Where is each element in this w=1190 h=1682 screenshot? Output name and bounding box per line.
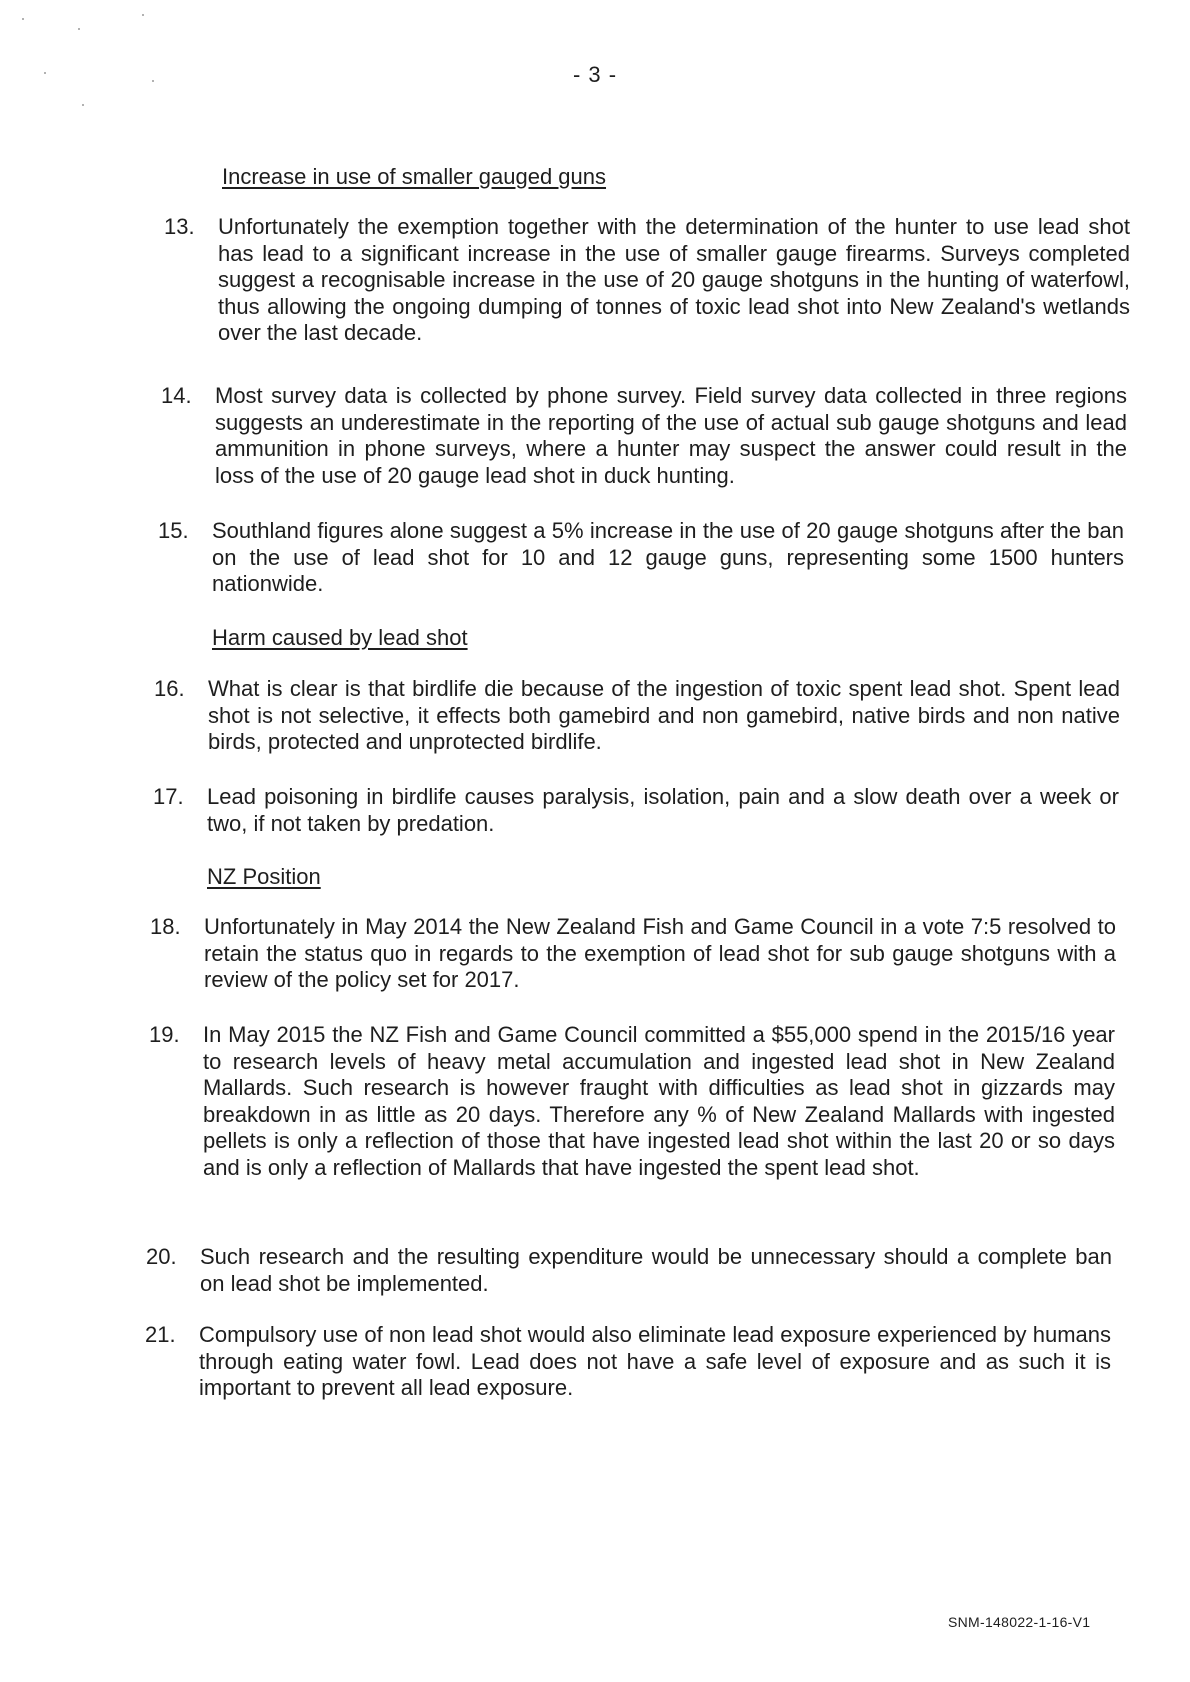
paragraph-number: 16. (154, 676, 185, 701)
paragraph-20 (146, 1244, 1112, 1302)
paragraph-number: 20. (146, 1244, 177, 1269)
paragraph-text: Most survey data is collected by phone survey. Field survey data collected in three regions suggests an underestimate in the reporting of the use of actual sub gauge shotguns and lead ammunition in phone surveys, where a hunter may suspect the answer could result in the loss of the use of 20 gauge lead shot in duck hunting. (215, 383, 1127, 488)
paragraph-19 (149, 1022, 1115, 1218)
paragraph-number: 19. (149, 1022, 180, 1047)
paragraph-text: Unfortunately in May 2014 the New Zealand Fish and Game Council in a vote 7:5 resolved to retain the status quo in regards to the exemption of lead shot for sub gauge shotguns with a review of the policy set for 2017. (204, 914, 1116, 992)
paragraph-number: 21. (145, 1322, 176, 1347)
paragraph-17 (153, 784, 1119, 842)
paragraph-number: 13. (164, 214, 195, 239)
paragraph-15 (158, 518, 1124, 602)
paragraph-text: Compulsory use of non lead shot would also eliminate lead exposure experienced by humans through eating water fowl. Lead does not have a safe level of exposure and as such it is important to prevent all lead exposure. (199, 1322, 1111, 1400)
paragraph-13 (164, 214, 1130, 354)
section-heading: Harm caused by lead shot (212, 625, 468, 650)
paragraph-number: 15. (158, 518, 189, 543)
paragraph-14 (161, 383, 1127, 493)
scan-speck (82, 104, 84, 106)
paragraph-number: 14. (161, 383, 192, 408)
section-heading: Increase in use of smaller gauged guns (222, 164, 607, 189)
paragraph-text: In May 2015 the NZ Fish and Game Council committed a $55,000 spend in the 2015/16 year to research levels of heavy metal accumulation and ingested lead shot in New Zealand Mallards. Such research is however fraught with difficulties as lead shot in gizzards may breakdown in as little as 20 days. Therefore any % of New Zealand Mallards with ingested pellets is only a reflection of those that have ingested lead shot within the last 20 or so days and is only a reflection of Mallards that have ingested the spent lead shot. (203, 1022, 1115, 1180)
paragraph-text: Lead poisoning in birdlife causes paralysis, isolation, pain and a slow death over a week or two, if not taken by predation. (207, 784, 1119, 836)
scan-speck (22, 18, 24, 20)
section-heading: NZ Position (207, 864, 321, 889)
paragraph-text: What is clear is that birdlife die because of the ingestion of toxic spent lead shot. Spent lead shot is not selective, it effects both gamebird and non gamebird, native birds and non native birds, protected and unprotected birdlife. (208, 676, 1120, 754)
paragraph-18 (150, 914, 1116, 998)
page-number: - 3 - (572, 62, 618, 87)
paragraph-text: Southland figures alone suggest a 5% increase in the use of 20 gauge shotguns after the ban on the use of lead shot for 10 and 12 gauge guns, representing some 1500 hunters nationwide. (212, 518, 1124, 596)
paragraph-text: Such research and the resulting expenditure would be unnecessary should a complete ban on lead shot be implemented. (200, 1244, 1112, 1296)
paragraph-21 (145, 1322, 1111, 1406)
paragraph-number: 17. (153, 784, 184, 809)
scan-speck (78, 28, 80, 30)
paragraph-number: 18. (150, 914, 181, 939)
paragraph-16 (154, 676, 1120, 760)
document-reference: SNM-148022-1-16-V1 (948, 1614, 1091, 1630)
scan-speck (142, 14, 144, 16)
paragraph-text: Unfortunately the exemption together with the determination of the hunter to use lead shot has lead to a significant increase in the use of smaller gauge firearms. Surveys completed suggest a recognisable increase in the use of 20 gauge shotguns in the hunting of waterfowl, thus allowing the ongoing dumping of tonnes of toxic lead shot into New Zealand's wetlands over the last decade. (218, 214, 1130, 345)
